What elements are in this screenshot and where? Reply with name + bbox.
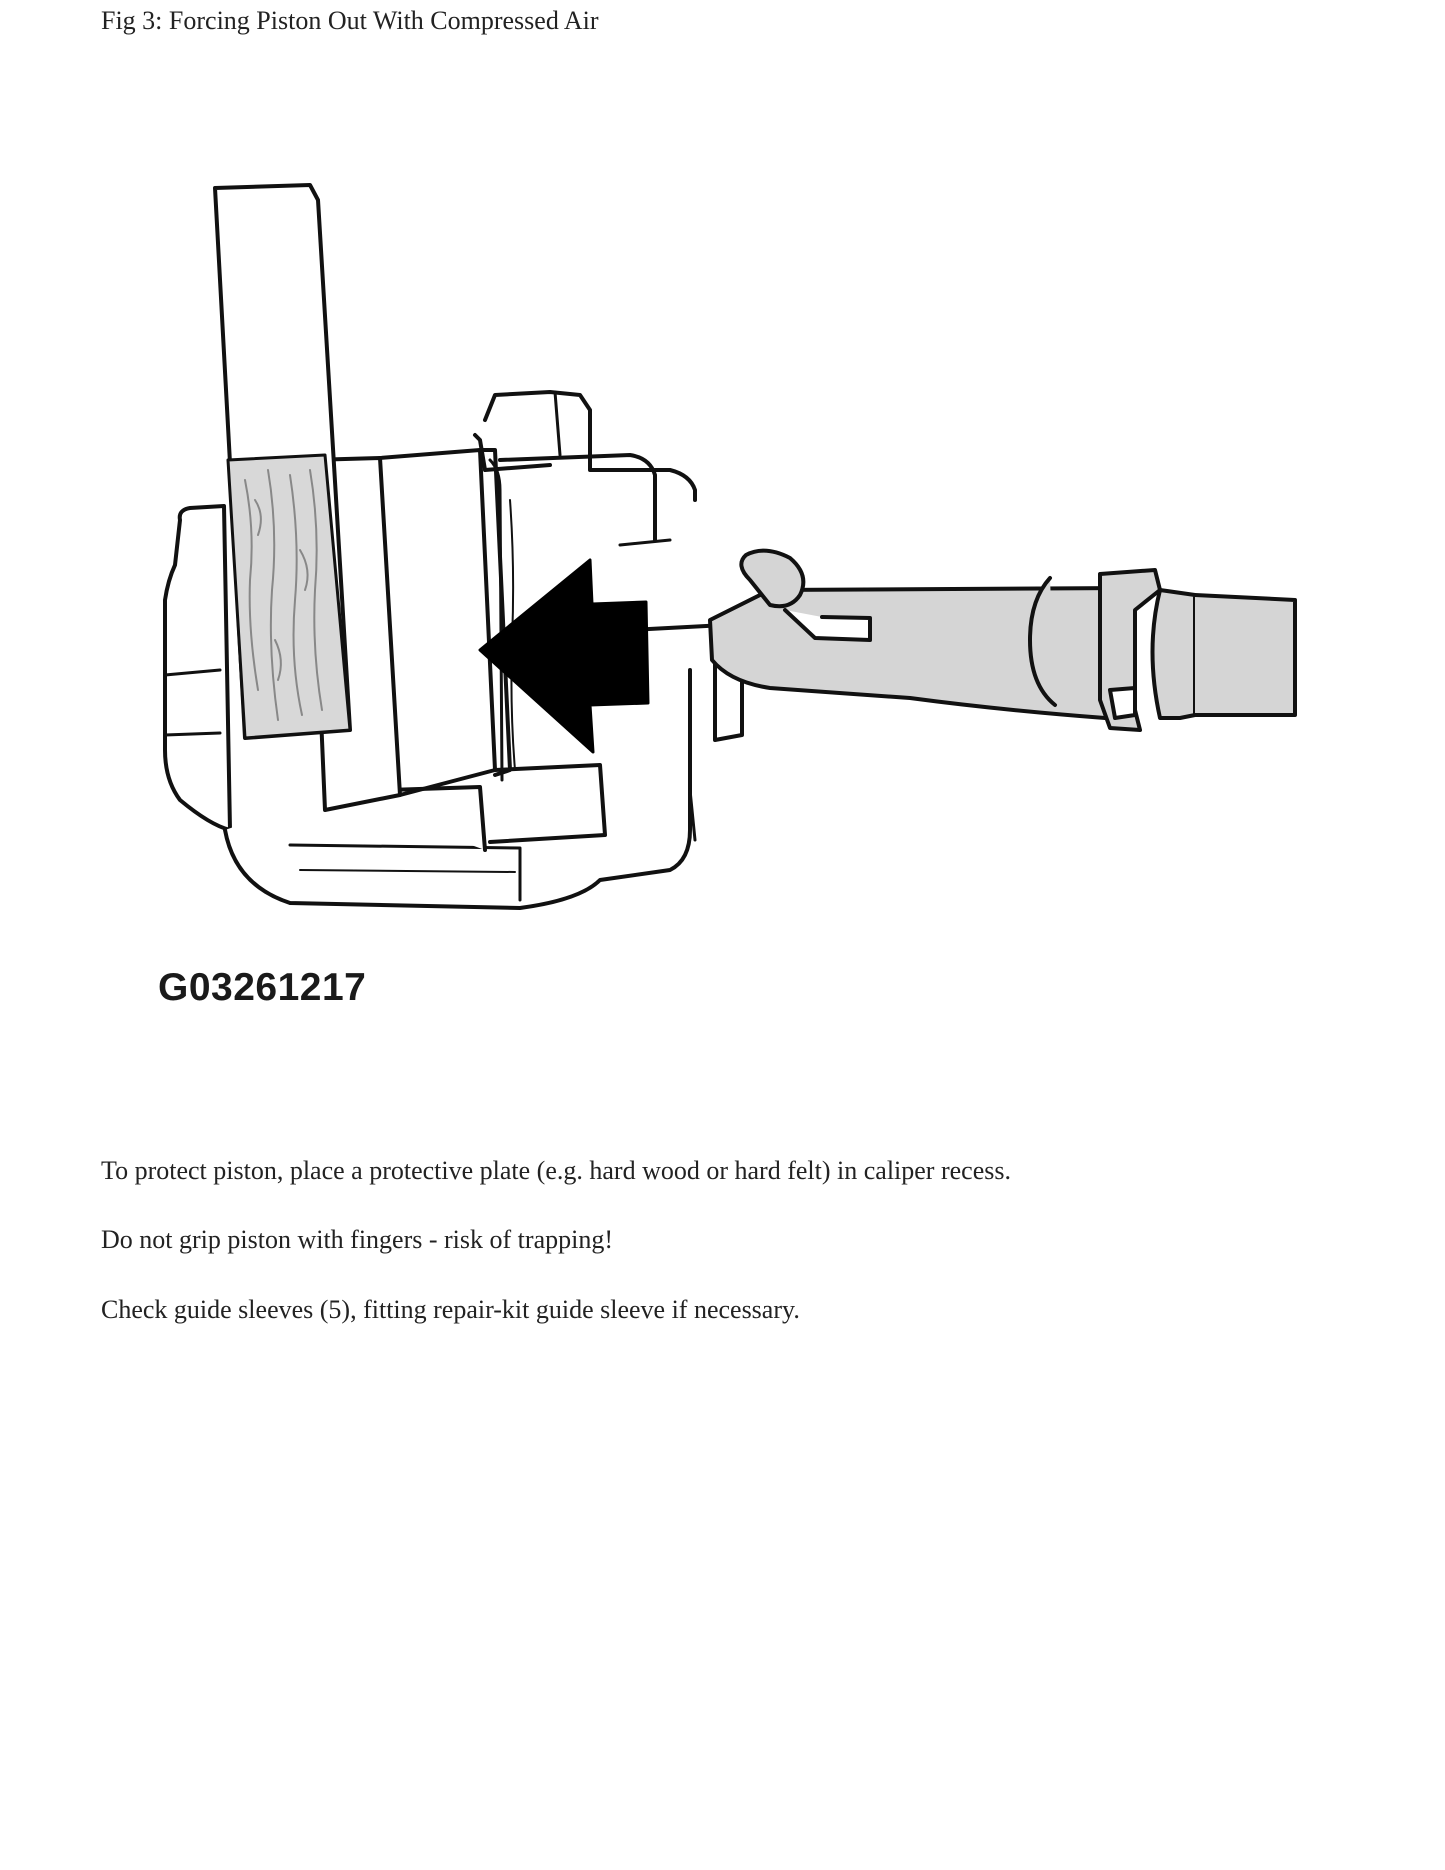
caliper-illustration: [150, 170, 1300, 1030]
instruction-paragraph: Do not grip piston with fingers - risk of trapping!: [101, 1225, 613, 1254]
instruction-paragraph: Check guide sleeves (5), fitting repair-kit guide sleeve if necessary.: [101, 1295, 800, 1324]
instruction-paragraph: To protect piston, place a protective plate (e.g. hard wood or hard felt) in caliper recess.: [101, 1156, 1011, 1185]
figure-illustration: [150, 170, 1300, 1030]
figure-code: G03261217: [158, 966, 367, 1009]
wood-plate-icon: [215, 185, 350, 738]
air-gun-icon: [710, 551, 1295, 730]
figure-caption: Fig 3: Forcing Piston Out With Compressed Air: [101, 6, 599, 35]
